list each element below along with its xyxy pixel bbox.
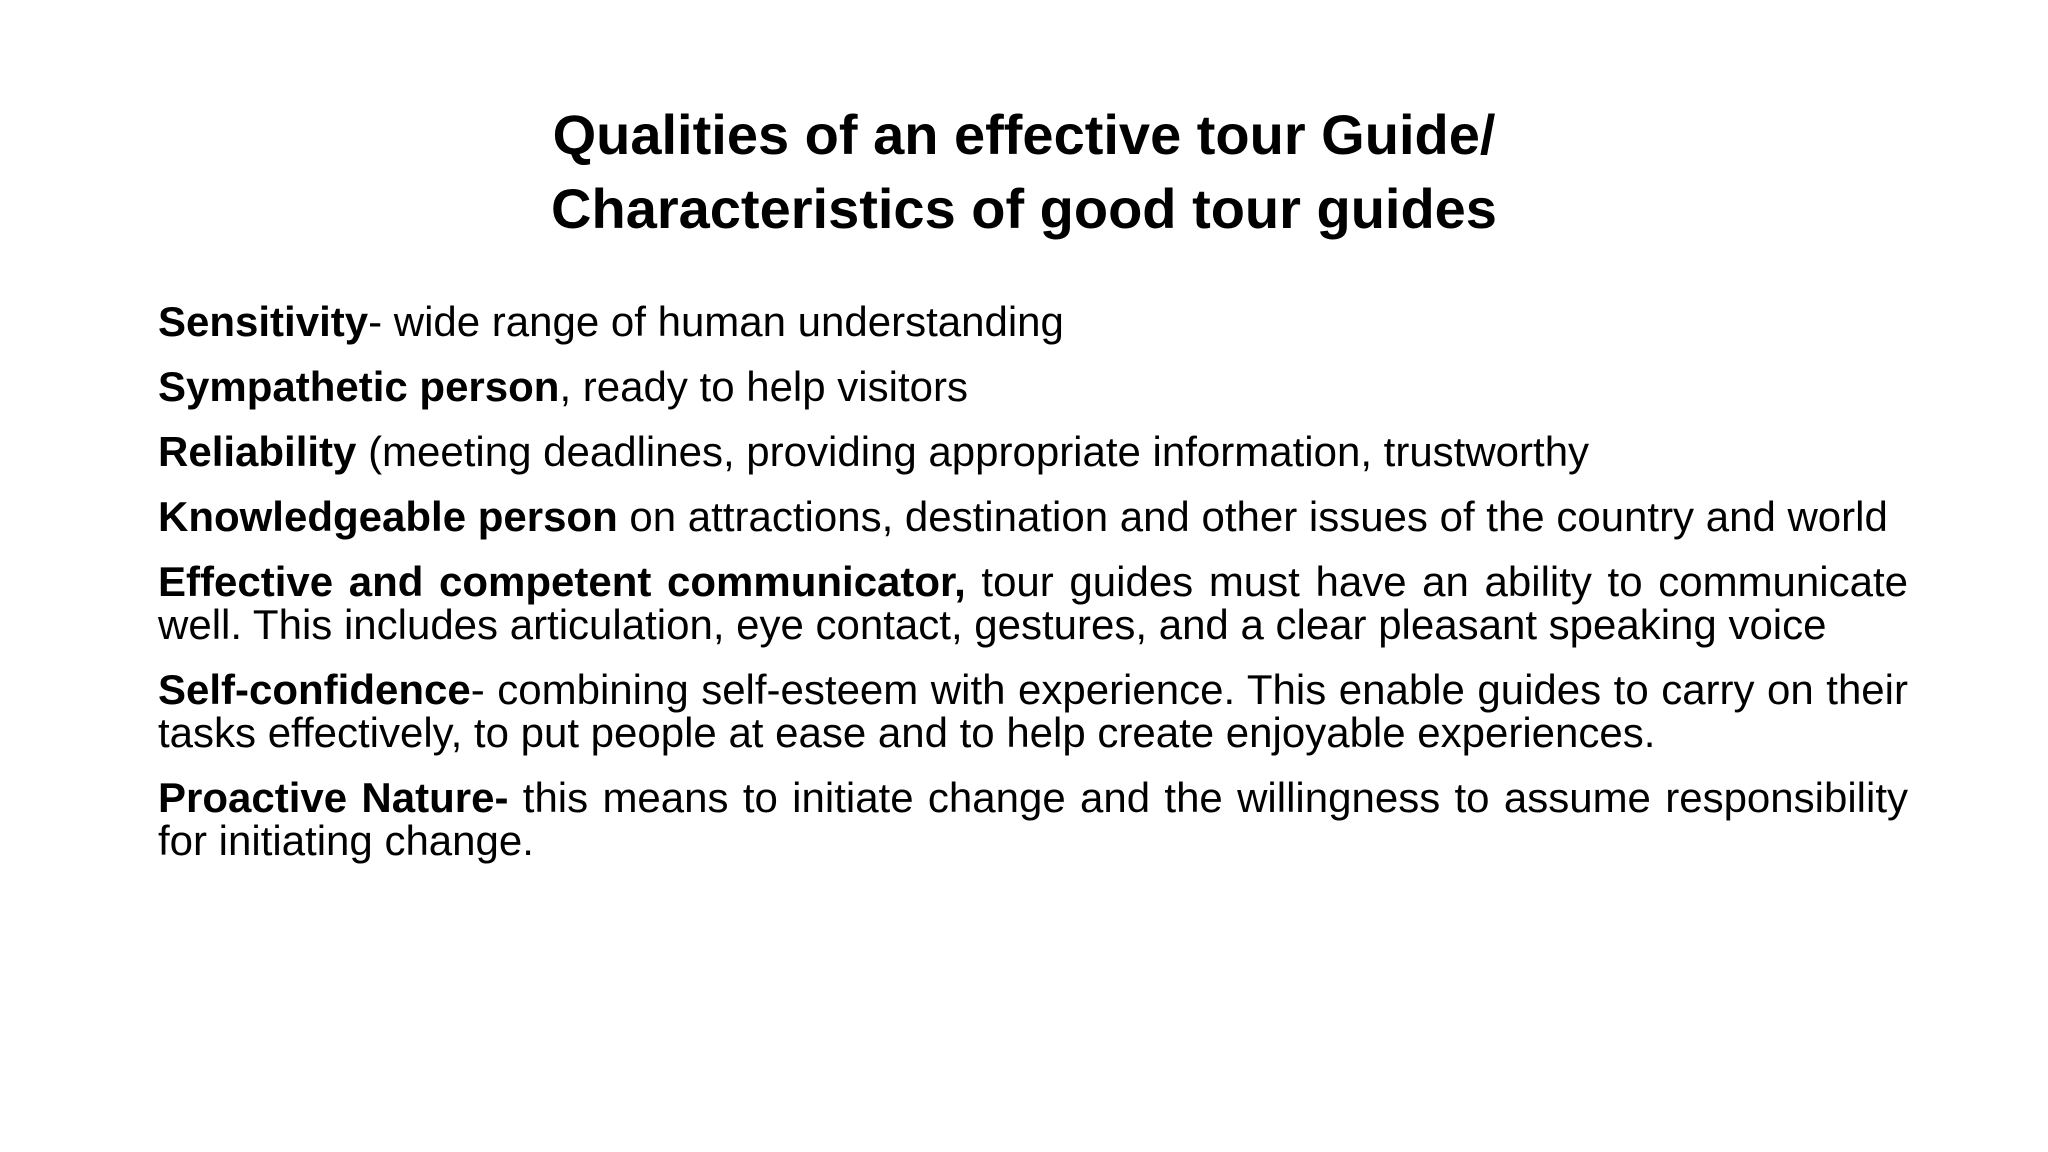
list-item-reliability [158, 430, 1908, 473]
list-item-self-confidence [158, 668, 1908, 754]
item-description: - combining self-esteem with experience. This enable guides to carry on their tasks effectively, to put people at ease and to help create enjoyable experiences. [158, 666, 1908, 756]
item-term: Reliability [158, 428, 357, 475]
slide-title [0, 98, 2048, 246]
list-item-proactive-nature [158, 776, 1908, 862]
item-description: this means to initiate change and the willingness to assume responsibility for initiating change. [158, 774, 1908, 864]
item-term: Effective and competent communicator, [158, 558, 966, 605]
list-item-sensitivity [158, 300, 1908, 343]
qualities-list [158, 300, 1908, 884]
item-term: Self-confidence [158, 666, 471, 713]
item-term: Sensitivity [158, 298, 369, 345]
list-item-sympathetic-person [158, 365, 1908, 408]
item-description: (meeting deadlines, providing appropriate information, trustworthy [356, 428, 1590, 475]
item-description: on attractions, destination and other issues of the country and world [617, 493, 1888, 540]
item-description: tour guides must have an ability to communicate well. This includes articulation, eye contact, gestures, and a clear pleasant speaking voice [158, 558, 1908, 648]
title-line-2: Characteristics of good tour guides [551, 177, 1497, 240]
item-term: Knowledgeable person [158, 493, 618, 540]
title-line-1: Qualities of an effective tour Guide/ [552, 103, 1496, 166]
item-term: Proactive Nature- [158, 774, 509, 821]
item-description: - wide range of human understanding [368, 298, 1064, 345]
list-item-communicator [158, 560, 1908, 646]
item-term: Sympathetic person [158, 363, 560, 410]
item-description: , ready to help visitors [559, 363, 968, 410]
list-item-knowledgeable-person [158, 495, 1908, 538]
